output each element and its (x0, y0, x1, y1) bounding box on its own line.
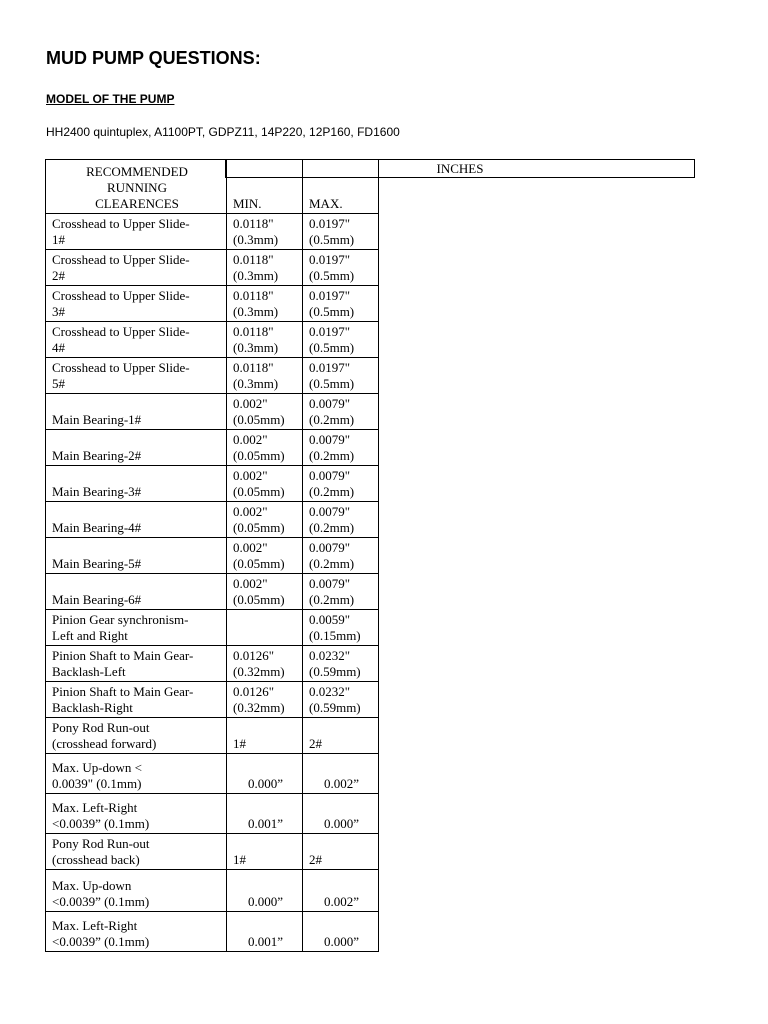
min-value-cell-line: 0.001” (247, 934, 284, 949)
row-label-cell-line: Backlash-Right (52, 700, 133, 715)
max-value-cell (303, 250, 379, 286)
row-label-cell-line: 5# (52, 376, 65, 391)
min-value-cell (227, 502, 303, 538)
max-value-cell (303, 358, 379, 394)
row-label-cell (46, 718, 227, 754)
max-value-cell-line: 0.0232" (309, 648, 351, 663)
min-value-cell (227, 610, 303, 646)
max-value-cell-line: 0.0079" (309, 576, 351, 591)
max-value-cell (303, 754, 379, 794)
header-max-cell: MAX. (303, 160, 379, 214)
max-value-cell-line: 2# (309, 736, 322, 751)
min-value-cell-line: 0.0118" (233, 252, 274, 267)
row-label-cell-line: Main Bearing-2# (52, 448, 142, 463)
min-value-cell-line: 1# (233, 852, 246, 867)
row-label-cell (46, 646, 227, 682)
max-value-cell (303, 574, 379, 610)
min-value-cell-line: 0.002" (233, 504, 268, 519)
row-label-cell (46, 754, 227, 794)
min-value-cell-line: (0.3mm) (233, 376, 279, 391)
row-label-cell-line: Main Bearing-6# (52, 592, 142, 607)
max-value-cell-line: (0.2mm) (309, 556, 355, 571)
min-value-cell-line: (0.05mm) (233, 556, 285, 571)
max-value-cell-line: 0.0079" (309, 432, 351, 447)
max-value-cell-line: (0.59mm) (309, 664, 361, 679)
min-value-cell (227, 682, 303, 718)
row-label-cell (46, 358, 227, 394)
header-label-line: RUNNING (107, 180, 167, 195)
min-value-cell (227, 538, 303, 574)
min-value-cell-line: 0.0118" (233, 216, 274, 231)
row-label-cell (46, 834, 227, 870)
max-value-cell-line: (0.15mm) (309, 628, 361, 643)
max-value-cell-line: 0.0079" (309, 540, 351, 555)
table-row (46, 358, 379, 394)
table-row (46, 214, 379, 250)
min-value-cell-line: (0.32mm) (233, 664, 285, 679)
min-value-cell-line: 0.0126" (233, 648, 275, 663)
table-row (46, 502, 379, 538)
max-value-cell-line: (0.2mm) (309, 484, 355, 499)
row-label-cell-line: Pinion Gear synchronism- (52, 612, 189, 627)
min-value-cell-line: (0.32mm) (233, 700, 285, 715)
table-row (46, 834, 379, 870)
min-value-cell-line: (0.05mm) (233, 412, 285, 427)
min-value-cell-line: (0.3mm) (233, 304, 279, 319)
max-value-cell-line: 0.0079" (309, 396, 351, 411)
min-value-cell (227, 250, 303, 286)
min-value-cell-line: 0.002" (233, 396, 268, 411)
max-value-cell (303, 912, 379, 952)
max-value-cell-line: 0.0059" (309, 612, 351, 627)
row-label-cell (46, 538, 227, 574)
row-label-cell-line: Pinion Shaft to Main Gear- (52, 648, 194, 663)
min-value-cell-line: 0.000” (247, 894, 284, 909)
min-value-cell-line: 1# (233, 736, 246, 751)
max-value-cell-line: 0.0197" (309, 360, 351, 375)
min-value-cell-line: (0.3mm) (233, 340, 279, 355)
max-value-cell-line: 0.0079" (309, 468, 351, 483)
max-value-cell (303, 794, 379, 834)
min-value-cell (227, 466, 303, 502)
header-min-cell: MIN. (227, 160, 303, 214)
clearances-table (45, 159, 379, 952)
max-value-cell (303, 286, 379, 322)
max-value-cell-line: 0.0197" (309, 252, 351, 267)
max-value-cell-line: 0.0197" (309, 324, 351, 339)
min-value-cell-line: (0.05mm) (233, 484, 285, 499)
row-label-cell (46, 610, 227, 646)
table-row (46, 610, 379, 646)
max-value-cell-line: 0.002” (323, 894, 360, 909)
max-value-cell-line: (0.2mm) (309, 412, 355, 427)
min-value-cell-line: (0.05mm) (233, 448, 285, 463)
row-label-cell-line: Backlash-Left (52, 664, 126, 679)
row-label-cell-line: (crosshead forward) (52, 736, 157, 751)
row-label-cell-line: 1# (52, 232, 65, 247)
row-label-cell (46, 214, 227, 250)
min-value-cell (227, 794, 303, 834)
row-label-cell-line: Main Bearing-4# (52, 520, 142, 535)
max-value-cell-line: (0.2mm) (309, 448, 355, 463)
row-label-cell-line: Crosshead to Upper Slide- (52, 324, 190, 339)
min-value-cell-line: 0.0118" (233, 360, 274, 375)
table-row (46, 912, 379, 952)
max-value-cell-line: (0.5mm) (309, 232, 355, 247)
row-label-cell (46, 430, 227, 466)
table-row (46, 394, 379, 430)
max-value-cell (303, 538, 379, 574)
max-value-cell-line: (0.2mm) (309, 592, 355, 607)
row-label-cell-line: (crosshead back) (52, 852, 140, 867)
min-value-cell (227, 394, 303, 430)
max-value-cell-line: (0.59mm) (309, 700, 361, 715)
row-label-cell (46, 502, 227, 538)
table-row (46, 430, 379, 466)
min-value-cell (227, 834, 303, 870)
row-label-cell-line: 3# (52, 304, 65, 319)
row-label-cell-line: Main Bearing-5# (52, 556, 142, 571)
table-row (46, 466, 379, 502)
min-value-cell-line: 0.002" (233, 576, 268, 591)
min-value-cell-line: (0.3mm) (233, 268, 279, 283)
max-value-cell (303, 466, 379, 502)
max-value-cell-line: (0.2mm) (309, 520, 355, 535)
header-label-cell (46, 160, 227, 214)
max-value-cell-line: 0.002” (323, 776, 360, 791)
section-heading: MODEL OF THE PUMP (46, 92, 175, 106)
min-value-cell-line: 0.000” (247, 776, 284, 791)
max-value-cell-line: (0.5mm) (309, 340, 355, 355)
row-label-cell-line: Pinion Shaft to Main Gear- (52, 684, 194, 699)
min-value-cell (227, 430, 303, 466)
min-value-cell (227, 358, 303, 394)
table-row (46, 794, 379, 834)
min-value-cell (227, 718, 303, 754)
row-label-cell (46, 322, 227, 358)
table-row (46, 250, 379, 286)
table-row (46, 538, 379, 574)
row-label-cell (46, 250, 227, 286)
min-value-cell (227, 912, 303, 952)
max-value-cell (303, 322, 379, 358)
max-value-cell (303, 394, 379, 430)
max-value-cell-line: (0.5mm) (309, 268, 355, 283)
min-value-cell-line: 0.002" (233, 540, 268, 555)
min-value-cell-line: (0.05mm) (233, 520, 285, 535)
row-label-cell-line: Crosshead to Upper Slide- (52, 216, 190, 231)
row-label-cell (46, 394, 227, 430)
row-label-cell-line: Main Bearing-1# (52, 412, 142, 427)
row-label-cell (46, 682, 227, 718)
min-value-cell-line: (0.05mm) (233, 592, 285, 607)
row-label-cell-line: <0.0039” (0.1mm) (52, 816, 150, 831)
max-value-cell (303, 502, 379, 538)
max-value-cell (303, 718, 379, 754)
row-label-cell-line: <0.0039” (0.1mm) (52, 934, 150, 949)
table-row (46, 322, 379, 358)
row-label-cell (46, 574, 227, 610)
page-title: MUD PUMP QUESTIONS: (46, 48, 261, 68)
min-value-cell-line: (0.3mm) (233, 232, 279, 247)
model-list: HH2400 quintuplex, A1100PT, GDPZ11, 14P220, 12P160, FD1600 (46, 125, 400, 139)
min-value-cell-line: 0.0118" (233, 324, 274, 339)
max-value-cell (303, 610, 379, 646)
row-label-cell-line: Main Bearing-3# (52, 484, 142, 499)
row-label-cell-line: Max. Left-Right (52, 918, 138, 933)
table-row (46, 682, 379, 718)
table-header-row (46, 160, 379, 214)
min-value-cell (227, 754, 303, 794)
max-value-cell (303, 834, 379, 870)
row-label-cell-line: Crosshead to Upper Slide- (52, 360, 190, 375)
max-value-cell (303, 430, 379, 466)
header-label-line: CLEARENCES (95, 196, 179, 211)
min-value-cell (227, 870, 303, 912)
row-label-cell (46, 870, 227, 912)
min-value-cell-line: 0.0126" (233, 684, 275, 699)
max-value-cell-line: 0.0197" (309, 216, 351, 231)
max-value-cell-line: (0.5mm) (309, 376, 355, 391)
table-row (46, 574, 379, 610)
max-value-cell-line: 0.000” (323, 816, 360, 831)
min-value-cell (227, 286, 303, 322)
row-label-cell-line: Pony Rod Run-out (52, 720, 150, 735)
row-label-cell-line: Left and Right (52, 628, 128, 643)
row-label-cell-line: Max. Left-Right (52, 800, 138, 815)
max-value-cell (303, 214, 379, 250)
max-value-cell-line: 2# (309, 852, 322, 867)
table-row (46, 754, 379, 794)
min-value-cell-line: 0.002" (233, 432, 268, 447)
row-label-cell-line: 2# (52, 268, 65, 283)
header-label-line: RECOMMENDED (86, 164, 188, 179)
units-header-cell: INCHES (225, 159, 695, 178)
table-row (46, 286, 379, 322)
table-row (46, 646, 379, 682)
row-label-cell-line: 4# (52, 340, 65, 355)
max-value-cell (303, 682, 379, 718)
max-value-cell (303, 646, 379, 682)
min-value-cell-line: 0.002" (233, 468, 268, 483)
row-label-cell-line: Crosshead to Upper Slide- (52, 252, 190, 267)
row-label-cell-line: 0.0039" (0.1mm) (52, 776, 142, 791)
table-row (46, 870, 379, 912)
row-label-cell-line: Crosshead to Upper Slide- (52, 288, 190, 303)
min-value-cell (227, 574, 303, 610)
max-value-cell-line: 0.0232" (309, 684, 351, 699)
row-label-cell (46, 794, 227, 834)
row-label-cell (46, 286, 227, 322)
row-label-cell-line: Pony Rod Run-out (52, 836, 150, 851)
max-value-cell-line: 0.0197" (309, 288, 351, 303)
row-label-cell (46, 466, 227, 502)
row-label-cell-line: <0.0039” (0.1mm) (52, 894, 150, 909)
max-value-cell (303, 870, 379, 912)
max-value-cell-line: 0.000” (323, 934, 360, 949)
max-value-cell-line: 0.0079" (309, 504, 351, 519)
min-value-cell-line: 0.0118" (233, 288, 274, 303)
table-row (46, 718, 379, 754)
min-value-cell (227, 214, 303, 250)
row-label-cell-line: Max. Up-down (52, 878, 132, 893)
min-value-cell-line: 0.001” (247, 816, 284, 831)
row-label-cell (46, 912, 227, 952)
min-value-cell (227, 646, 303, 682)
min-value-cell (227, 322, 303, 358)
max-value-cell-line: (0.5mm) (309, 304, 355, 319)
row-label-cell-line: Max. Up-down < (52, 760, 143, 775)
